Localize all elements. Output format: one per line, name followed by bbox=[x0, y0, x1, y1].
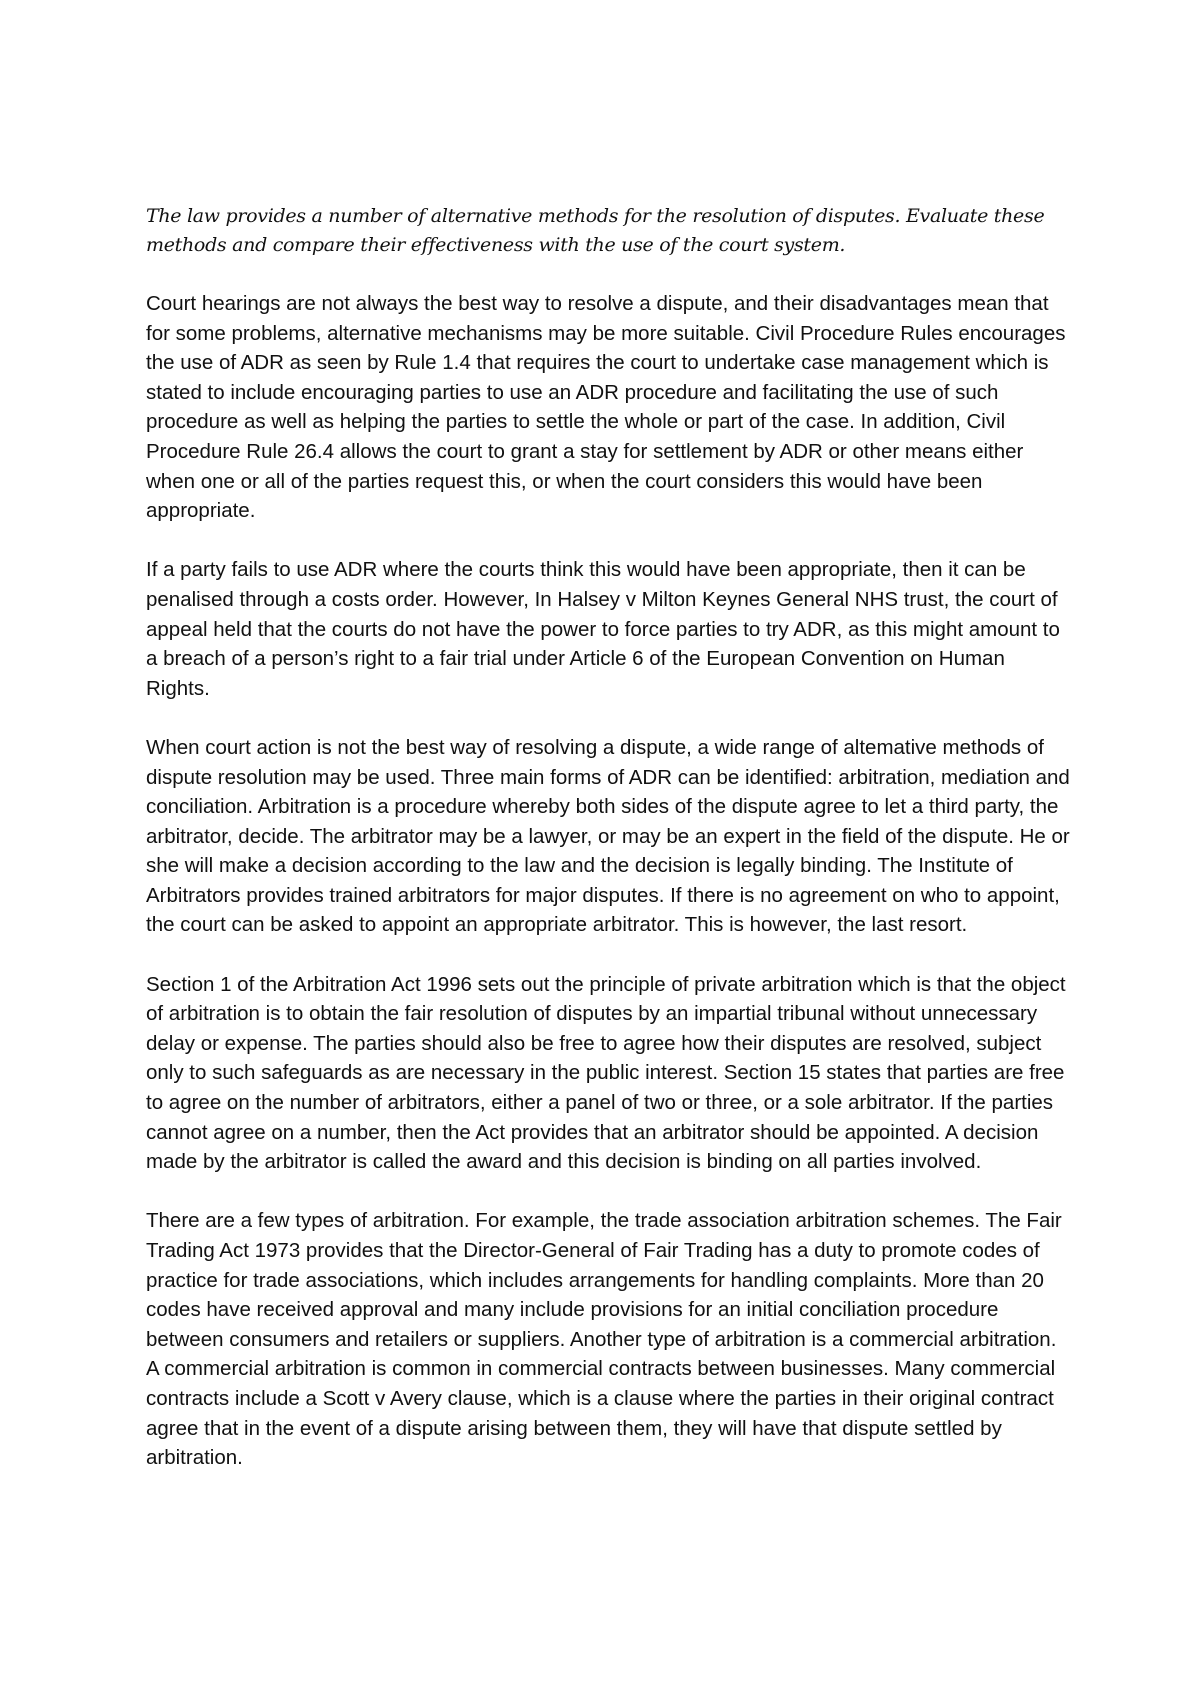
document-body bbox=[146, 202, 1071, 1502]
paragraph-arbitration-act: Section 1 of the Arbitration Act 1996 sets out the principle of private arbitration which is that the object of arbitration is to obtain the fair resolution of disputes by an impartial tribunal without unnecessary delay or expense. The parties should also be free to agree how their disputes are resolved, subject only to such safeguards as are necessary in the public interest. Section 15 states that parties are free to agree on the number of arbitrators, either a panel of two or three, or a sole arbitrator. If the parties cannot agree on a number, then the Act provides that an arbitrator should be appointed. A decision made by the arbitrator is called the award and this decision is binding on all parties involved. bbox=[146, 972, 1066, 1174]
essay-question: The law provides a number of alternative methods for the resolution of disputes. Evaluate these methods and compare their effectiveness with the use of the court system. bbox=[146, 205, 1045, 256]
paragraph-costs-order: If a party fails to use ADR where the courts think this would have been appropriate, then it can be penalised through a costs order. However, In Halsey v Milton Keynes General NHS trust, the court of appeal held that the courts do not have the power to force parties to try ADR, as this might amount to a breach of a person’s right to a fair trial under Article 6 of the European Convention on Human Rights. bbox=[146, 558, 1060, 700]
paragraph-arbitration-types: There are a few types of arbitration. For example, the trade association arbitration schemes. The Fair Trading Act 1973 provides that the Director-General of Fair Trading has a duty to promote codes of practice for trade associations, which includes arrangements for handling complaints. More than 20 codes have received approval and many include provisions for an initial conciliation procedure between consumers and retailers or suppliers. Another type of arbitration is a commercial arbitration. A commercial arbitration is common in commercial contracts between businesses. Many commercial contracts include a Scott v Avery clause, which is a clause where the parties in their original contract agree that in the event of a dispute arising between them, they will have that dispute settled by arbitration. bbox=[146, 1209, 1062, 1470]
paragraph-arbitration-intro: When court action is not the best way of resolving a dispute, a wide range of altemative methods of dispute resolution may be used. Three main forms of ADR can be identified: arbitration, mediation and conciliation. Arbitration is a procedure whereby both sides of the dispute agree to let a third party, the arbitrator, decide. The arbitrator may be a lawyer, or may be an expert in the field of the dispute. He or she will make a decision according to the law and the decision is legally binding. The Institute of Arbitrators provides trained arbitrators for major disputes. If there is no agreement on who to appoint, the court can be asked to appoint an appropriate arbitrator. This is however, the last resort. bbox=[146, 735, 1070, 937]
paragraph-adr-encouragement: Court hearings are not always the best way to resolve a dispute, and their disadvantages mean that for some problems, alternative mechanisms may be more suitable. Civil Procedure Rules encourages the use of ADR as seen by Rule 1.4 that requires the court to undertake case management which is stated to include encouraging parties to use an ADR procedure and facilitating the use of such procedure as well as helping the parties to settle the whole or part of the case. In addition, Civil Procedure Rule 26.4 allows the court to grant a stay for settlement by ADR or other means either when one or all of the parties request this, or when the court considers this would have been appropriate. bbox=[146, 292, 1066, 523]
